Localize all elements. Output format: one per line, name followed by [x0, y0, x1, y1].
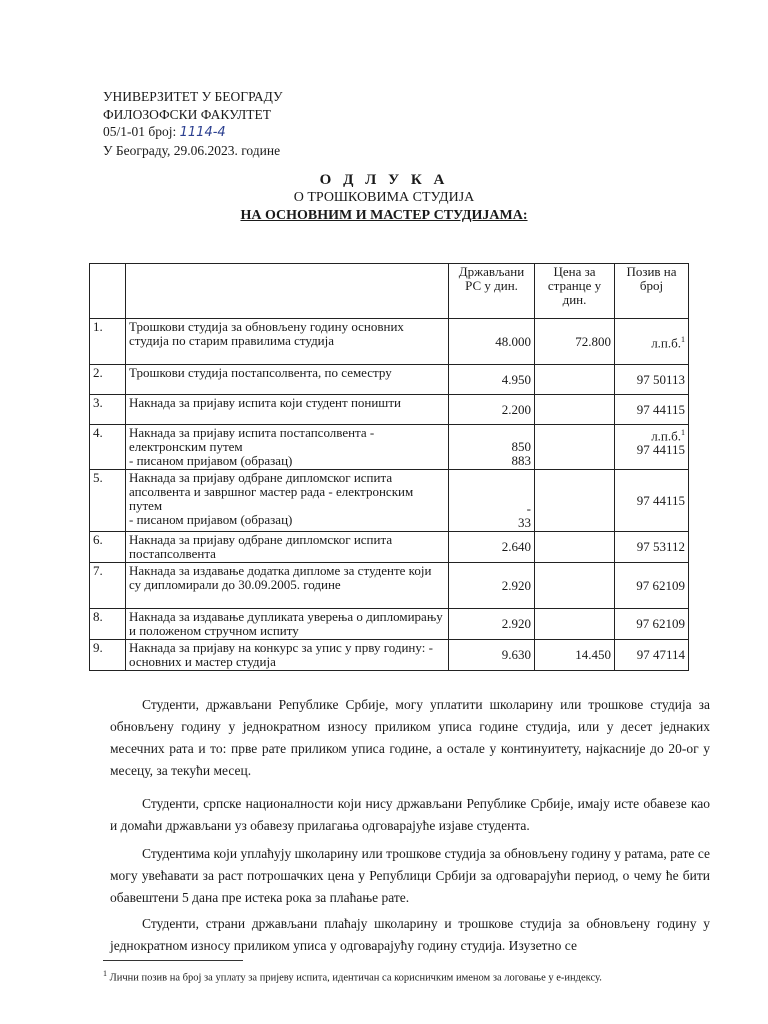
footnote-divider	[103, 960, 243, 961]
table-row: 9. Накнада за пријаву на конкурс за упис у прву годину: - основних и мастер студија 9.630 14.450 97 47114	[90, 640, 689, 671]
table-row: 4. Накнада за пријаву испита постапсолвента - електронским путем - писаном пријавом (образац) 850 883 л.п.б.$^1$ 97 44115	[90, 425, 689, 470]
table-row: 6. Накнада за пријаву одбране дипломског испита постапсолвента 2.640 97 53112	[90, 532, 689, 563]
costs-table	[89, 263, 689, 671]
reference-handwritten-number: 1114-4	[179, 125, 226, 140]
table-header-row	[90, 264, 689, 319]
footnote-mark: 1	[681, 334, 685, 344]
paragraph: Студенти, страни држављани плаћају школарину и трошкове студија за обновљену годину у једнократном износу приликом уписа у одговарајућу годину студија. Изузетно се	[110, 916, 710, 953]
table-row: 7. Накнада за издавање додатка дипломе за студенте који су дипломирали до 30.09.2005. године 2.920 97 62109	[90, 563, 689, 609]
reference-line	[103, 123, 283, 142]
faculty-name: ФИЛОЗОФСКИ ФАКУЛТЕТ	[103, 106, 272, 122]
university-name: УНИВЕРЗИТЕТ У БЕОГРАДУ	[103, 89, 283, 104]
table-row: 3. Накнада за пријаву испита који студент поништи 2.200 97 44115	[90, 395, 689, 425]
footnote-text: Лични позив на број за уплату за пријеву испита, идентичан са корисничким именом за логовање у е-индексу.	[109, 972, 602, 984]
header-number	[90, 264, 126, 319]
document-header	[103, 88, 283, 159]
table-row: 2. Трошкови студија постапсолвента, по семестру 4.950 97 50113	[90, 365, 689, 395]
header-description	[126, 264, 449, 319]
table-row: 1. Трошкови студија за обновљену годину основних студија по старим правилима студија 48.000 72.800 л.п.б.$^1$	[90, 319, 689, 365]
header-foreigners-price: Цена за странце у дин.	[535, 264, 615, 319]
decision-title: О Д Л У К А	[319, 172, 449, 188]
table-row: 8. Накнада за издавање дупликата уверења о дипломирању и положеном стручном испиту 2.920 97 62109	[90, 609, 689, 640]
paragraph: Студенти, држављани Републике Србије, могу уплатити школарину или трошкове студија за обновљену годину у једнократном износу приликом уписа године студија, или у десет једнаких месечних рата и то: прве рате приликом уписа године, а остале у континуитету, најкасније до 20-ог у месецу, за текући месец.	[110, 697, 710, 778]
place-date: У Београду, 29.06.2023. године	[103, 142, 281, 158]
paragraph: Студентима који уплаћују школарину или трошкове студија за обновљену годину у ратама, рате се могу увећавати за раст потрошачких цена у Републици Србији за одговарајући период, о чему ће бити обавештени 5 дана пре истека рока за плаћање рате.	[110, 846, 710, 905]
footnote-mark: 1	[681, 428, 685, 437]
header-reference-number: Позив на број	[615, 264, 689, 319]
table-row: 5. Накнада за пријаву одбране дипломског испита апсолвента и завршног мастер рада - електронским путем - писаном пријавом (образац) - 33 97 44115	[90, 470, 689, 532]
decision-subtitle-underlined: НА ОСНОВНИМ И МАСТЕР СТУДИЈАМА:	[240, 208, 528, 223]
paragraph: Студенти, српске националности који нису држављани Републике Србије, имају исте обавезе као и домаћи држављани уз обавезу прилагања одговарајуће изјаве студента.	[110, 796, 710, 833]
footnote-mark: 1	[103, 969, 107, 978]
header-citizens-price: Држављани РС у дин.	[449, 264, 535, 319]
decision-subtitle: О ТРОШКОВИМА СТУДИЈА	[293, 190, 475, 205]
reference-label: 05/1-01 број:	[103, 124, 177, 139]
footnote	[103, 966, 693, 986]
